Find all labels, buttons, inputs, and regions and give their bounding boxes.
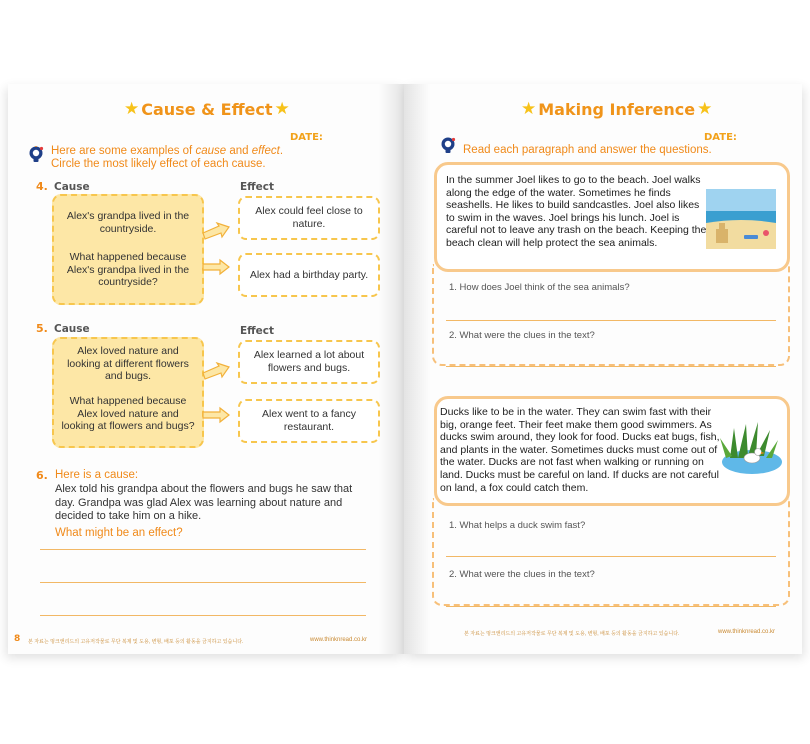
cause-label: Cause (54, 181, 90, 193)
cause-question: What happened because Alex's grandpa lived in the countryside? (66, 251, 190, 288)
date-label: DATE: (290, 132, 323, 143)
cause-box-4 (52, 194, 204, 305)
question-text: 2. What were the clues in the text? (449, 569, 595, 580)
footer-url: www.thinknread.co.kr (310, 637, 368, 643)
footer-url: www.thinknread.co.kr (718, 629, 776, 635)
answer-line[interactable] (446, 556, 776, 557)
workbook-spread (8, 84, 802, 654)
gutter-shadow (404, 84, 430, 654)
effect-option-5a[interactable]: Alex learned a lot about flowers and bugs. (238, 340, 380, 384)
cause-text: Alex loved nature and looking at different flowers and bugs. (67, 345, 189, 382)
effect-option-4a[interactable]: Alex could feel close to nature. (238, 196, 380, 240)
question-text: 1. What helps a duck swim fast? (449, 520, 586, 531)
star-icon: ★ (521, 99, 537, 119)
q6-cause-text: Alex told his grandpa about the flowers and bugs he saw that day. Grandpa was glad Alex was learning about nature and decided to take him on a hike. (55, 483, 353, 522)
page-number: 8 (14, 634, 21, 644)
cause-box-5 (52, 337, 204, 448)
question-box-2 (432, 498, 790, 606)
title-text: Making Inference (538, 99, 696, 119)
date-label: DATE: (704, 132, 737, 143)
instructions: Here are some examples of cause and effect. Circle the most likely effect of each cause. (51, 145, 284, 170)
star-icon: ★ (697, 99, 713, 119)
answer-line[interactable] (446, 320, 776, 321)
duck-pond-picture (716, 414, 782, 476)
passage-text-1: In the summer Joel likes to go to the beach. Joel walks along the edge of the water. Sometimes he finds seashells. He likes to build sandcastles. Joel also likes to swim in the waves. Joel brings his lunch. Joel is careful not to leave any trash on the beach. Keeping the beach clean will help protect the sea animals. (446, 174, 707, 249)
question-box-1 (432, 264, 790, 366)
beach-picture (706, 189, 776, 249)
cause-question: What happened because Alex loved nature and looking at flowers and bugs? (61, 395, 195, 432)
answer-line[interactable] (446, 366, 776, 367)
question-number-5: 5. (36, 322, 48, 335)
answer-line[interactable] (40, 615, 366, 616)
lightbulb-icon (440, 137, 456, 155)
instructions: Read each paragraph and answer the questions. (463, 144, 712, 156)
arrow-right-icon (201, 258, 231, 276)
effect-label: Effect (240, 325, 275, 337)
arrow-right-icon (201, 222, 231, 240)
arrow-right-icon (201, 406, 231, 424)
answer-line[interactable] (446, 606, 776, 607)
cause-text: Alex's grandpa lived in the countryside. (66, 210, 190, 235)
page-title-cause-effect (124, 99, 290, 119)
passage-text-2: Ducks like to be in the water. They can swim fast with their big, orange feet. Their feet make them good swimmers. As ducks swim around, they look for food. Ducks eat bugs, fish, and plants in the water. Sometimes ducks must come out of the water. Ducks are not fast when walking or running on land. Ducks must be careful on land. If ducks are not careful on land, a fox could catch them. (440, 406, 720, 494)
page-title-making-inference (521, 99, 712, 119)
question-number-6: 6. (36, 469, 48, 482)
right-page (404, 84, 802, 654)
question-text: 2. What were the clues in the text? (449, 330, 595, 341)
title-text: Cause & Effect (141, 99, 273, 119)
cause-label: Cause (54, 323, 90, 335)
effect-option-5b[interactable]: Alex went to a fancy restaurant. (238, 399, 380, 443)
footer-note: 본 자료는 띵크앤리드의 고유저작물로 무단 복제 및 도용, 변형, 배포 등의 활동을 금지하고 있습니다. (28, 639, 244, 645)
star-icon: ★ (274, 99, 290, 119)
footer-note: 본 자료는 띵크앤리드의 고유저작물로 무단 복제 및 도용, 변형, 배포 등의 활동을 금지하고 있습니다. (464, 631, 680, 637)
q6-heading: Here is a cause: (55, 469, 139, 481)
answer-line[interactable] (40, 549, 366, 550)
answer-line[interactable] (40, 582, 366, 583)
lightbulb-icon (28, 146, 44, 164)
q6-question: What might be an effect? (55, 527, 183, 539)
star-icon: ★ (124, 99, 140, 119)
left-page (8, 84, 404, 654)
arrow-right-icon (201, 362, 231, 380)
effect-option-4b[interactable]: Alex had a birthday party. (238, 253, 380, 297)
question-text: 1. How does Joel think of the sea animals? (449, 282, 630, 293)
effect-label: Effect (240, 181, 275, 193)
question-number-4: 4. (36, 180, 48, 193)
